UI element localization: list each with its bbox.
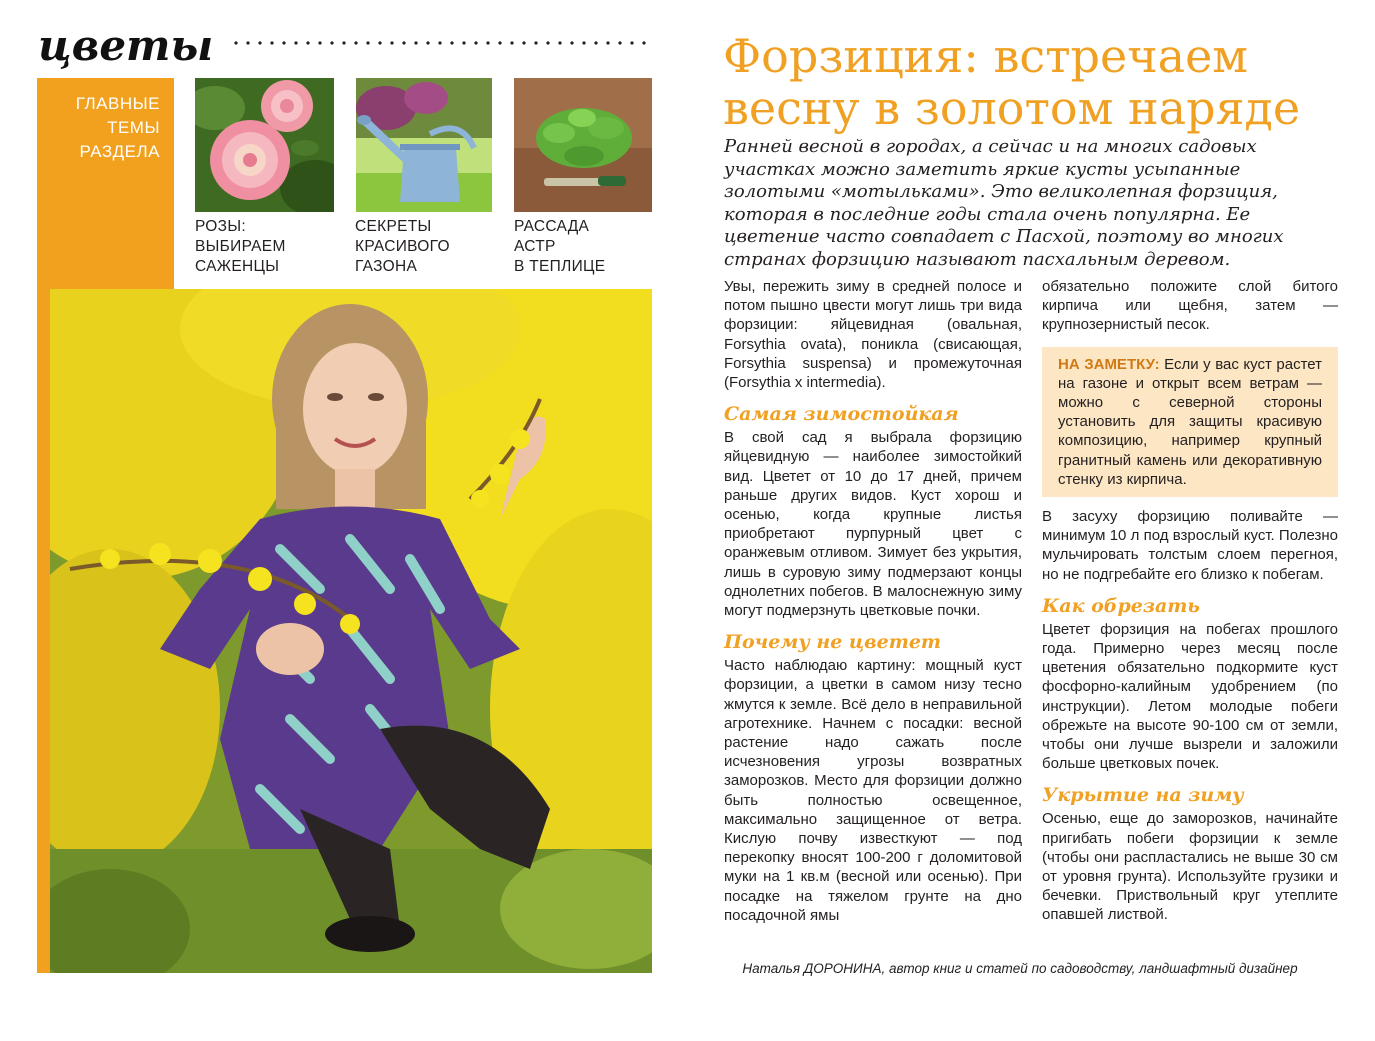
note-heading: НА ЗАМЕТКУ: — [1058, 355, 1160, 373]
seedlings-thumbnail[interactable] — [514, 78, 652, 212]
seedlings-image — [514, 78, 652, 212]
pruning-paragraph: Цветет форзиция на побегах прошлого года. Примерно через месяц после цветения обязательно подкормите куст фосфорно-калийным удобрением (по инструкции). Летом молодые побеги обрежьте на высоте 90-100 см от земли, чтобы они лучше вызрели и заложили больше цветковых почек. — [1042, 620, 1338, 773]
lawn-caption: СЕКРЕТЫ КРАСИВОГО ГАЗОНА — [355, 218, 450, 275]
article-lead: Ранней весной в городах, а сейчас и на многих садовых участках можно заметить яркие кусты усыпанные золотыми «мотыльками». Это великолепная форзиция, которая в последние годы стала очень популярна. Ее цветение часто совпадает с Пасхой, поэтому во многих странах форзицию называют пасхальным деревом. — [724, 136, 1284, 270]
note-box — [1042, 347, 1338, 497]
subheading-not-blooming: Почему не цветет — [724, 631, 942, 654]
hardiest-paragraph: В свой сад я выбрала форзицию яйцевидную — наиболее зимостойкий вид. Цветет от 10 до 17 дней, причем раньше других видов. Куст хорош и осенью, когда крупные листья приобретают пурпурный цвет с оранжевым отливом. Зимует без укрытия, лишь в суровую зиму подмерзают концы однолетних побегов. В малоснежную зиму могут подмерзнуть цветковые почки. — [724, 429, 1022, 620]
note-text: Если у вас куст растет на газоне и открыт всем ветрам — можно с северной стороны установить для защиты красивую композицию, например крупный гранитный камень или декоративную стенку из кирпича. — [1058, 355, 1322, 488]
woman-forsythia-image — [50, 289, 652, 973]
topics-label: ГЛАВНЫЕ ТЕМЫ РАЗДЕЛА — [75, 94, 160, 161]
roses-caption: РОЗЫ: ВЫБИРАЕМ САЖЕНЦЫ — [195, 218, 286, 275]
not-blooming-paragraph: Часто наблюдаю картину: мощный куст форзиции, а цветки в самом низу тесно жмутся к земле. Всё дело в неправильной агротехнике. Начнем с посадки: весной растение надо сажать после исчезновения угрозы возвратных заморозков. Место для форзиции должно быть полностью освещенное, максимально защищенное от ветра. Кислую почву известкуют — под перекопку вносят 100-200 г доломитовой муки на 1 кв.м (весной или осенью). При посадке на тяжелом грунте на дно посадочной ямы — [724, 657, 1022, 924]
roses-image — [195, 78, 334, 212]
article-column-1 — [724, 277, 1022, 925]
intro-paragraph: Увы, пережить зиму в средней полосе и потом пышно цвести могут лишь три вида форзиции: яйцевидная (овальная, Forsythia ovata), поникла (свисающая, Forsythia suspensa) и промежуточная (Forsythia x intermedia). — [724, 278, 1022, 392]
subheading-pruning: Как обрезать — [1042, 594, 1200, 617]
drought-paragraph: В засуху форзицию поливайте — минимум 10 л под взрослый куст. Полезно мульчировать толстым слоем перегноя, но не подгребайте его близко к побегам. — [1042, 508, 1338, 583]
watering-can-image — [356, 78, 492, 212]
roses-thumbnail[interactable] — [195, 78, 334, 212]
section-title: цветы — [38, 21, 214, 70]
forsythia-photo — [50, 289, 652, 973]
article-column-2 — [1042, 277, 1338, 925]
subheading-winter-cover: Укрытие на зиму — [1042, 784, 1244, 807]
planting-continuation: обязательно положите слой битого кирпича или щебня, затем — крупнозернистый песок. — [1042, 278, 1338, 334]
winter-cover-paragraph: Осенью, еще до заморозков, начинайте пригибать побеги форзиции к земле (чтобы они распластались не выше 30 см от уровня грунта). Используйте грузики и бечевки. Приствольный круг утеплите опавшей листвой. — [1042, 810, 1338, 924]
lawn-thumbnail[interactable] — [356, 78, 492, 212]
dotted-rule — [230, 40, 652, 46]
author-signature: Наталья ДОРОНИНА, автор книг и статей по садоводству, ландшафтный дизайнер — [742, 961, 1298, 976]
seedlings-caption: РАССАДА АСТР В ТЕПЛИЦЕ — [514, 218, 606, 275]
article-headline: Форзиция: встречаем весну в золотом наряде — [723, 29, 1301, 135]
subheading-hardiest: Самая зимостойкая — [724, 403, 959, 426]
